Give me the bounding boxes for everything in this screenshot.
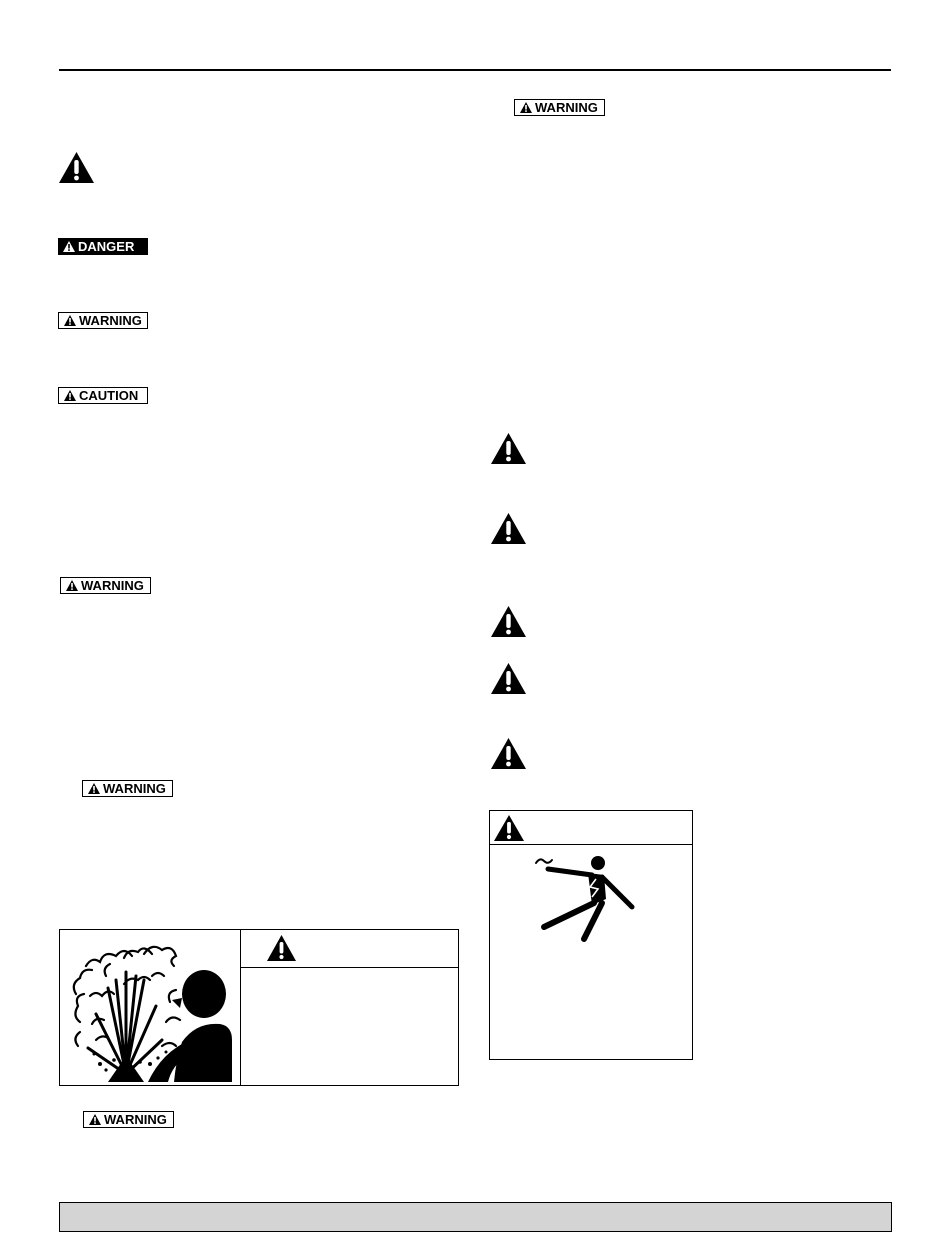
alert-triangle-icon xyxy=(88,783,100,794)
safety-alert-icon xyxy=(490,432,527,465)
warning-text: WARNING xyxy=(104,1112,167,1127)
warning-text: WARNING xyxy=(535,100,598,115)
alert-triangle-icon xyxy=(64,315,76,326)
box-divider xyxy=(240,930,241,1085)
warning-label xyxy=(514,99,605,116)
danger-text: DANGER xyxy=(78,239,135,254)
caution-label xyxy=(58,387,148,404)
safety-alert-icon xyxy=(490,605,527,638)
explosion-hazard-box xyxy=(59,929,459,1086)
box-divider xyxy=(240,967,459,968)
alert-triangle-icon xyxy=(64,390,76,401)
warning-label xyxy=(83,1111,174,1128)
header-rule xyxy=(59,69,891,71)
warning-text: WARNING xyxy=(79,313,142,328)
warning-label xyxy=(82,780,173,797)
alert-triangle-icon xyxy=(63,241,75,252)
safety-alert-icon xyxy=(266,934,297,962)
alert-triangle-icon xyxy=(520,102,532,113)
safety-alert-icon xyxy=(490,662,527,695)
electrical-hazard-box xyxy=(489,810,693,1060)
explosion-pictogram xyxy=(66,936,236,1082)
warning-text: WARNING xyxy=(103,781,166,796)
danger-label xyxy=(58,238,148,255)
electric-shock-pictogram xyxy=(530,851,650,951)
safety-alert-icon xyxy=(58,151,95,184)
caution-text: CAUTION xyxy=(79,388,139,403)
warning-label xyxy=(58,312,148,329)
alert-triangle-icon xyxy=(66,580,78,591)
safety-alert-icon xyxy=(493,814,525,842)
safety-alert-icon xyxy=(490,512,527,545)
footer-bar xyxy=(59,1202,892,1232)
warning-label xyxy=(60,577,151,594)
box-divider xyxy=(490,844,692,845)
warning-text: WARNING xyxy=(81,578,144,593)
safety-alert-icon xyxy=(490,737,527,770)
alert-triangle-icon xyxy=(89,1114,101,1125)
